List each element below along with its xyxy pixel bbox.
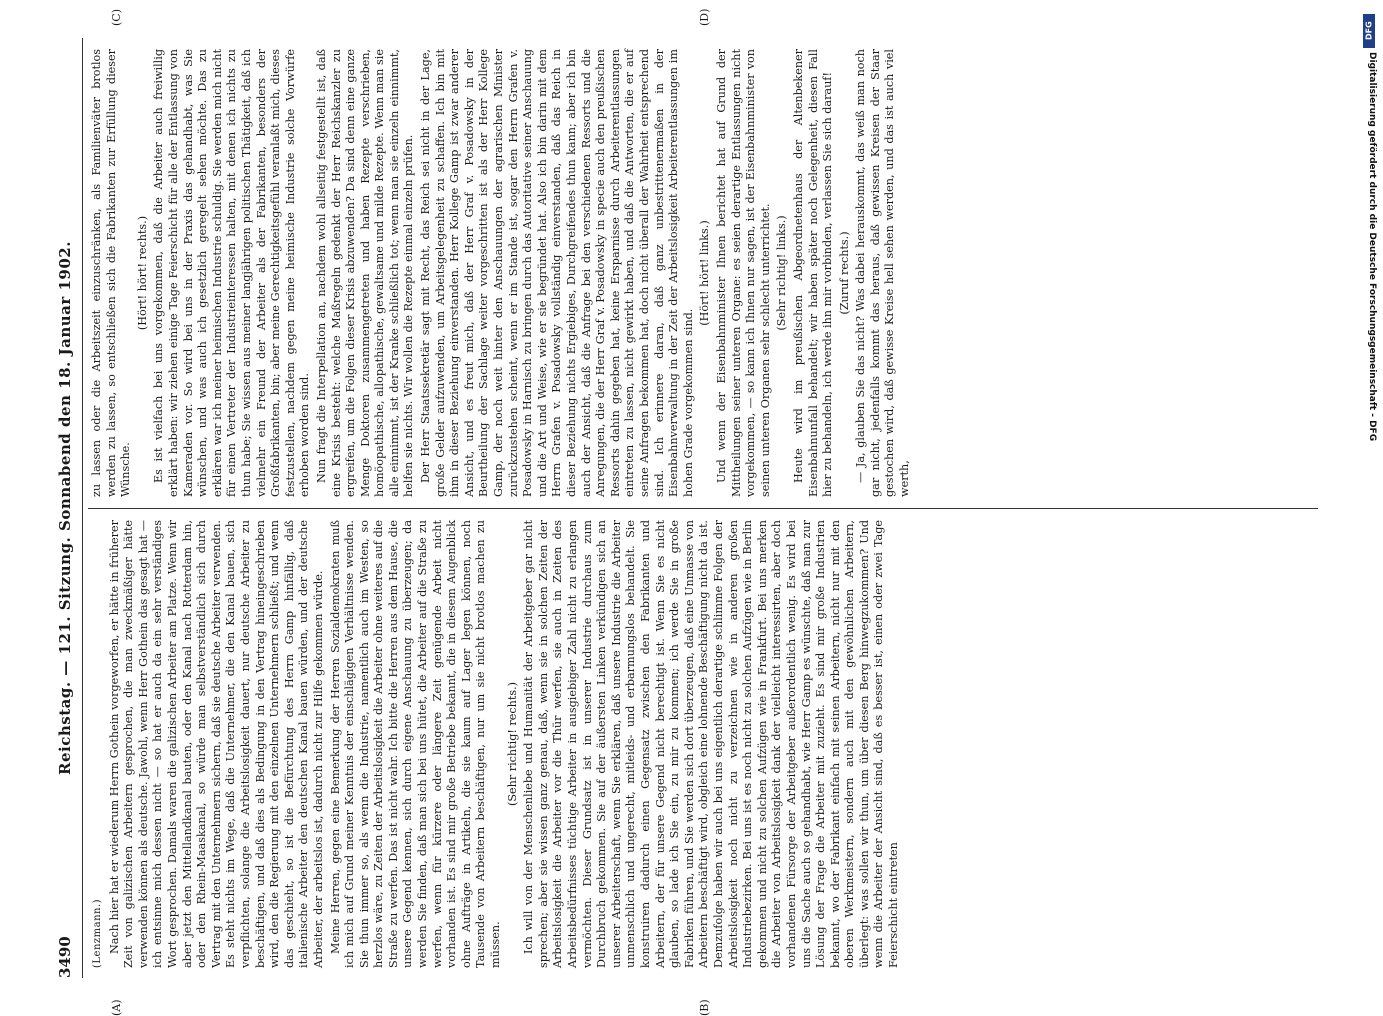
page-number: 3490 <box>56 936 74 978</box>
paragraph: zu lassen oder die Arbeitszeit einzuschränken, als Familienväter brotlos werden zu lassen, so entschließen sich die Fabrikanten zur Erfüllung dieser Wünsche. <box>90 49 133 497</box>
right-column <box>90 49 1318 497</box>
paragraph: Der Herr Staatssekretär sagt mit Recht, das Reich sei nicht in der Lage, große Gelder aufzuwenden, um Arbeitsgelegenheit zu schaffen. Ich bin mit ihm in dieser Beziehung einverstanden. Herr Kollege Gamp ist zwar anderer Ansicht, und es freut mich, daß der Herr Graf v. Posadowsky in der Beurtheilung der Sachlage weiter vorgeschritten ist als der Herr Kollege Gamp, der noch weit hinter den Anschauungen der agrarischen Minister zurückzustehen scheint, wenn er im Stande ist, sogar den Herrn Grafen v. Posadowsky in Harnisch zu bringen durch das Autoritative seiner Anschauung und die Art und Weise, wie er sie begründet hat. Also ich bin darin mit dem Herrn Grafen v. Posadowsky vollständig einverstanden, daß das Reich in dieser Beziehung nichts Ergiebiges, Durchgreifendes thun kann; aber ich bin auch der Ansicht, daß die Anfrage bei den verschiedenen Ressorts und die Anregungen, die der Herr Graf v. Posadowsky in specie auch den preußischen Ressorts dahin gegeben hat, keine Ersparnisse durch Arbeiterentlassungen eintreten zu lassen, nicht gewirkt haben, und daß die Antworten, die er auf seine Anfragen bekommen hat, doch nicht überall der Wahrheit entsprechend sind. Ich erinnere daran, daß ganz unbestrittenermaßen in der Eisenbahnverwaltung in der Zeit der Arbeitslosigkeit Arbeiterentlassungen im hohen Grade vorgekommen sind. <box>419 49 695 497</box>
dfg-logo: DFG <box>1363 14 1375 48</box>
left-column <box>90 520 1318 968</box>
paragraph: Meine Herren, gegen eine Bemerkung der Herren Sozialdemokraten muß ich mich auf Grund meiner Kenntnis der einschlägigen Verhältnisse wenden. Sie thun immer so, als wenn die Industrie, namentlich auch im Westen, so herzlos wäre, zu Zeiten der Arbeitslosigkeit die Arbeiter ohne weiteres auf die Straße zu werfen. Das ist nicht wahr. Ich bitte die Herren aus dem Hause, die unsere Gegend kennen, sich durch eigene Anschauung zu überzeugen; da werden Sie finden, daß man sich bei uns hütet, die Arbeiter auf die Straße zu werfen, wenn für kürzere oder längere Zeit genügende Arbeit nicht vorhanden ist. Es sind mir große Betriebe bekannt, die in diesem Augenblick ohne Aufträge in Artikeln, die sie kaum auf Lager legen können, noch Tausende von Arbeitern beschäftigen, nur um sie nicht brotlos machen zu müssen. <box>328 520 503 968</box>
document-page <box>48 8 1348 1016</box>
header-rule <box>82 38 83 978</box>
interjection: (Zuruf rechts.) <box>837 231 851 315</box>
margin-marker-d: (D) <box>698 8 711 26</box>
interjection: (Hört! hört! rechts.) <box>135 215 149 331</box>
margin-marker-c: (C) <box>110 9 123 26</box>
paragraph: Nun fragt die Interpellation an, nachdem wohl allseitig festgestellt ist, daß eine Krisis besteht: welche Maßregeln gedenkt der Herr Reichskanzler zu ergreifen, um die Folgen dieser Krisis abzuwenden? Da sind denn eine ganze Menge Doktoren zusammengetreten und haben Rezepte verschrieben, homöopathische, allopathische, gewaltsame und milde Rezepte. Wenn man sie alle einnimmt, ist der Kranke schließlich tot; wenn man sie einzeln einnimmt, helfen sie nichts. Wir wollen die Rezepte einmal einzeln prüfen. <box>314 49 416 497</box>
margin-marker-b: (B) <box>698 999 711 1016</box>
paragraph: Nach hier hat er wiederum Herrn Gothein vorgeworfen, er hätte in früherer Zeit von galizischen Arbeitern gesprochen, die man zweckmäßiger hätte verwenden können als deutsche. Jawohl, wenn Herr Gothein das gesagt hat — ich entsinne mich dessen nicht — so hat er auch da ein sehr verständiges Wort gesprochen. Damals waren die galizischen Arbeiter am Platze. Wenn wir aber jetzt den Mittellandkanal bauten, oder den Kanal nach Rotterdam hin, oder den Rhein-Maaskanal, so würde man selbstverständlich sich durch Vertrag mit den Unternehmern sichern, daß sie deutsche Arbeiter verwenden. Es steht nichts im Wege, daß die Unternehmer, die den Kanal bauen, sich verpflichten, solange die Arbeitslosigkeit dauert, nur deutsche Arbeiter zu beschäftigen, und daß dies als Bedingung in den Vertrag hineingeschrieben wird, den die Regierung mit den einzelnen Unternehmern schließt; und wenn das geschieht, so ist die Befürchtung des Herrn Gamp hinfällig, daß italienische Arbeiter den deutschen Kanal bauen würden, und der deutsche Arbeiter, der arbeitslos ist, dadurch nicht zur Hilfe gekommen würde. <box>107 520 325 968</box>
interjection: (Hört! hört! links.) <box>698 220 712 326</box>
speaker-label: (Lenzmann.) <box>92 898 103 968</box>
interjection: (Sehr richtig! links.) <box>775 215 789 331</box>
margin-marker-a: (A) <box>110 999 123 1016</box>
dfg-strip <box>1363 8 1377 908</box>
running-title: Reichstag. — 121. Sitzung. Sonnabend den 18. Januar 1902. <box>56 241 74 775</box>
paragraph: Es ist vielfach bei uns vorgekommen, daß die Arbeiter auch freiwillig erklärt haben: wir ziehen einige Tage Feierschicht für alle der Entlassung von Kameraden vor. So wird bei uns in der Praxis das gehandhabt, was Sie wünschen, und was auch ich gesetzlich geregelt sehen möchte. Das zu erklären war ich meiner heimischen Industrie schuldig. Sie werden mich nicht für einen Vertreter der Industrieinteressen halten, mit denen ich nichts zu thun habe; Sie wissen aus meiner langjährigen politischen Thätigkeit, daß ich vielmehr ein Freund der Arbeiter als der Fabrikanten, besonders der Großfabrikanten, bin; aber meine Gerechtigkeitsgefühl veranlaßt mich, dieses festzustellen, nachdem gegen meine heimische Industrie solche Vorwürfe erhoben worden sind. <box>152 49 312 497</box>
paragraph: Heute wird im preußischen Abgeordnetenhaus der Altenbekener Eisenbahnunfall behandelt; wir haben später noch Gelegenheit, diesen Fall hier zu behandeln, ich werde ihn mir vorbinden, verlassen Sie sich darauf! <box>791 49 835 497</box>
column-divider <box>88 508 1318 509</box>
paragraph: — Ja, glauben Sie das nicht? Was dabei herauskommt, das weiß man noch gar nicht, jedenfalls kommt das heraus, daß gewissen Kreisen der Staar gestochen wird, daß gewisse Kreise hell sehen werden, und das ist auch viel werth, <box>854 49 912 497</box>
interjection: (Sehr richtig! rechts.) <box>505 681 519 807</box>
dfg-funding-note: Digitalisierung gefördert durch die Deutsche Forschungsgemeinschaft - DFG <box>1367 52 1377 442</box>
paragraph: Ich will von der Menschenliebe und Humanität der Arbeitgeber gar nicht sprechen; aber sie wissen ganz genau, daß, wenn sie in solchen Zeiten der Arbeitslosigkeit die Arbeiter vor die Thür werfen, sie auch in Zeiten des Arbeitsbedürfnisses tüchtige Arbeiter in ausgiebiger Zahl nicht zu erlangen vermöchten. Dieser Grundsatz ist in unserer Industrie durchaus zum Durchbruch gekommen. Sie auf der äußersten Linken verkündigen sich an unserer Arbeiterschaft, wenn Sie erklären, daß unsere Industrie die Arbeiter unmenschlich und ungerecht, mitleids- und erbarmungslos behandelt. Sie konstruiren dadurch einen Gegensatz zwischen den Fabrikanten und Arbeitern, der für unsere Gegend nicht berechtigt ist. Wenn Sie es nicht glauben, so lade ich Sie ein, zu mir zu kommen; ich werde Sie in große Fabriken führen, und Sie werden sich dort überzeugen, daß eine Unmasse von Arbeitern beschäftigt wird, obgleich eine lohnende Beschäftigung nicht da ist. Demzufolge haben wir auch bei uns eigentlich derartige schlimme Folgen der Arbeitslosigkeit noch nicht zu verzeichnen wie in anderen großen Industriebezirken. Bei uns ist es noch nicht zu solchen Aufzügen wie in Berlin gekommen und nicht zu solchen Aufzügen wie in Frankfurt. Bei uns merken die Arbeiter von Arbeitslosigkeit dank der vielleicht interessirten, aber doch vorhandenen Fürsorge der Arbeitgeber außerordentlich wenig. Es wird bei uns die Sache auch so gehandhabt, wie Herr Gamp es wünschte, daß man zur Lösung der Frage die Arbeiter mit zuzieht. Es sind mir große Industrien bekannt, wo der Fabrikant einfach mit seinen Arbeitern, nicht nur mit den oberen Werkmeistern, sondern auch mit den gewöhnlichen Arbeitern, überlegt: was sollen wir thun, um über diesen Berg hinwegzukommen? Und wenn die Arbeiter der Ansicht sind, daß es besser ist, einen oder zwei Tage Feierschicht eintreten <box>522 520 901 968</box>
page-header <box>48 38 82 978</box>
paragraph: Und wenn der Eisenbahnminister Ihnen berichtet hat auf Grund der Mittheilungen seiner unteren Organe: es seien derartige Entlassungen nicht vorgekommen, — so kann ich Ihnen nur sagen, ist der Eisenbahnminister von seinen unteren Organen sehr schlecht unterrichtet. <box>714 49 772 497</box>
